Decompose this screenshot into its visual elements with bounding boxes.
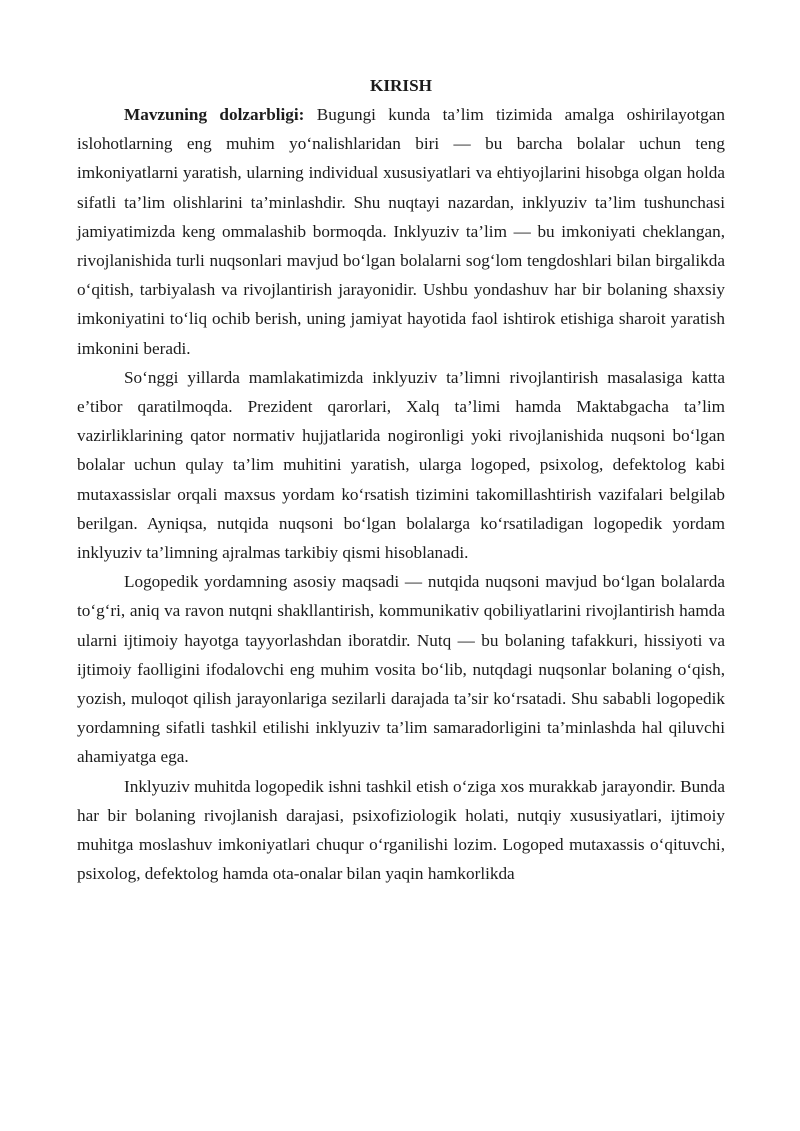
paragraph-3 — [77, 567, 725, 771]
paragraph-4 — [77, 772, 725, 889]
paragraph-relevance — [77, 100, 725, 363]
paragraph-text: So‘nggi yillarda mamlakatimizda inklyuziv ta’limni rivojlantirish masalasiga katta e’tibor qaratilmoqda. Prezident qarorlari, Xalq ta’limi hamda Maktabgacha ta’lim vazirliklarining qator normativ hujjatlarida nogironligi yoki rivojlanishida nuqsoni bo‘lgan bolalar uchun qulay ta’lim muhitini yaratish, ularga logoped, psixolog, defektolog kabi mutaxassislar orqali maxsus yordam ko‘rsatish tizimini takomillashtirish vazifalari belgilab berilgan. Ayniqsa, nutqida nuqsoni bo‘lgan bolalarga ko‘rsatiladigan logopedik yordam inklyuziv ta’limning ajralmas tarkibiy qismi hisoblanadi. — [77, 367, 725, 563]
paragraph-text: Bugungi kunda ta’lim tizimida amalga oshirilayotgan islohotlarning eng muhim yo‘nalishlaridan biri — bu barcha bolalar uchun teng imkoniyatlarni yaratish, ularning individual xususiyatlari va ehtiyojlarini hisobga olgan holda sifatli ta’lim olishlarini ta’minlashdir. Shu nuqtayi nazardan, inklyuziv ta’lim tushunchasi jamiyatimizda keng ommalashib bormoqda. Inklyuziv ta’lim — bu imkoniyati cheklangan, rivojlanishida turli nuqsonlari mavjud bo‘lgan bolalarni sog‘lom tengdoshlari bilan birgalikda o‘qitish, tarbiyalash va rivojlantirish jarayonidir. Ushbu yondashuv har bir bolaning shaxsiy imkoniyatini to‘liq ochib berish, uning jamiyat hayotida faol ishtirok etishiga sharoit yaratish imkonini beradi. — [77, 105, 725, 358]
paragraph-2 — [77, 363, 725, 567]
page-title: KIRISH — [369, 76, 433, 95]
paragraph-text: Logopedik yordamning asosiy maqsadi — nutqida nuqsoni mavjud bo‘lgan bolalarda to‘g‘ri, aniq va ravon nutqni shakllantirish, kommunikativ qobiliyatlarini rivojlantirish hamda ularni ijtimoiy hayotga tayyorlashdan iboratdir. Nutq — bu bolaning tafakkuri, hissiyoti va ijtimoiy faolligini ifodalovchi eng muhim vosita bo‘lib, nutqdagi nuqsonlar bolaning o‘qish, yozish, muloqot qilish jarayonlariga sezilarli darajada ta’sir ko‘rsatadi. Shu sababli logopedik yordamning sifatli tashkil etilishi inklyuziv ta’lim samaradorligini ta’minlashda hal qiluvchi ahamiyatga ega. — [77, 572, 725, 767]
paragraph-lead: Mavzuning dolzarbligi: — [124, 105, 305, 124]
paragraph-text: Inklyuziv muhitda logopedik ishni tashkil etish o‘ziga xos murakkab jarayondir. Bunda har bir bolaning rivojlanish darajasi, psixofiziologik holati, nutqiy xususiyatlari, ijtimoiy muhitga moslashuv imkoniyatlari chuqur o‘rganilishi lozim. Logoped mutaxassis o‘qituvchi, psixolog, defektolog hamda ota-onalar bilan yaqin hamkorlikda — [77, 776, 725, 884]
document-page — [77, 71, 725, 888]
